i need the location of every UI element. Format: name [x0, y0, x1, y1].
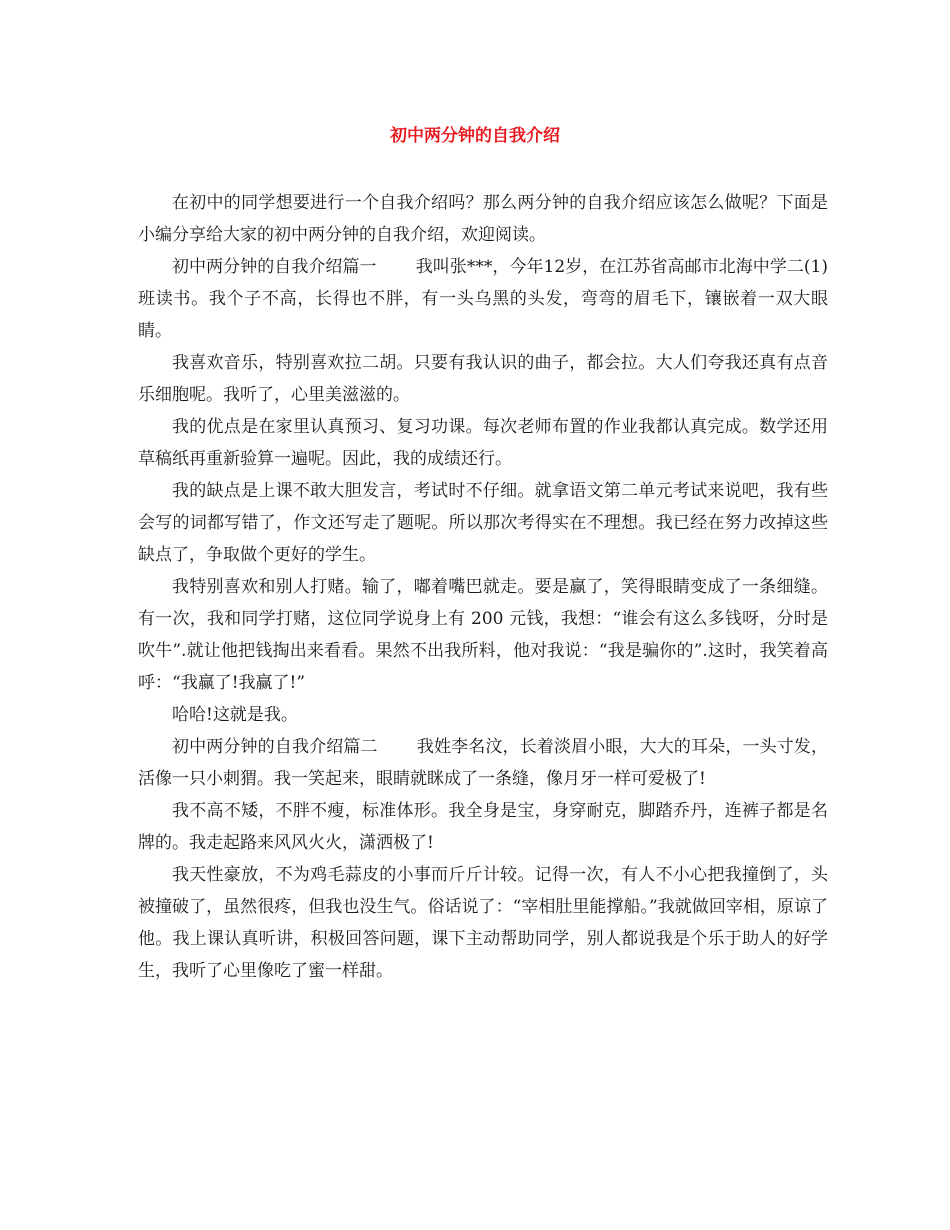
paragraph-strengths: 我的优点是在家里认真预习、复习功课。每次老师布置的作业我都认真完成。数学还用草稿纸再重新验算一遍呢。因此，我的成绩还行。 [138, 417, 828, 469]
paragraph-music: 我喜欢音乐，特别喜欢拉二胡。只要有我认识的曲子，都会拉。大人们夸我还真有点音乐细胞呢。我听了，心里美滋滋的。 [138, 353, 828, 405]
paragraph-intro: 在初中的同学想要进行一个自我介绍吗？那么两分钟的自我介绍应该怎么做呢？下面是小编分享给大家的初中两分钟的自我介绍，欢迎阅读。 [138, 193, 828, 245]
paragraph-self-name: 我叫张***，今年12岁，在江苏省高邮市北海中学二(1)班读书。我个子不高，长得也不胖，有一头乌黑的头发，弯弯的眉毛下，镶嵌着一双大眼睛。 [138, 257, 828, 341]
document-title: 初中两分钟的自我介绍 [390, 126, 560, 146]
paragraph-figure: 我不高不矮，不胖不瘦，标准体形。我全身是宝，身穿耐克，脚踏乔丹，连裤子都是名牌的。我走起路来风风火火，潇洒极了! [138, 801, 828, 853]
paragraph-appearance: 我姓李名汶，长着淡眉小眼，大大的耳朵，一头寸发，活像一只小刺猬。我一笑起来，眼睛就眯成了一条缝，像月牙一样可爱极了! [138, 737, 829, 789]
document-body [138, 187, 828, 987]
paragraph-part-two [138, 731, 828, 795]
paragraph-weaknesses: 我的缺点是上课不敢大胆发言，考试时不仔细。就拿语文第二单元考试来说吧，我有些会写的词都写错了，作文还写走了题呢。所以那次考得实在不理想。我已经在努力改掉这些缺点了，争取做个更好的学生。 [138, 481, 828, 565]
paragraph-part-one [138, 251, 828, 347]
paragraph-betting: 我特别喜欢和别人打赌。输了，嘟着嘴巴就走。要是赢了，笑得眼睛变成了一条细缝。有一次，我和同学打赌，这位同学说身上有 200 元钱，我想：“谁会有这么多钱呀，分时是吹牛”.就让他把钱掏出来看看。果然不出我所料，他对我说：“我是骗你的”.这时，我笑着高呼：“我赢了!我赢了!” [138, 577, 828, 693]
paragraph-personality: 我天性豪放，不为鸡毛蒜皮的小事而斤斤计较。记得一次，有人不小心把我撞倒了，头被撞破了，虽然很疼，但我也没生气。俗话说了：“宰相肚里能撑船。”我就做回宰相，原谅了他。我上课认真听讲，积极回答问题，课下主动帮助同学，别人都说我是个乐于助人的好学生，我听了心里像吃了蜜一样甜。 [138, 865, 828, 981]
paragraph-haha: 哈哈!这就是我。 [172, 705, 298, 725]
section-heading-one: 初中两分钟的自我介绍篇一 [172, 257, 377, 277]
section-heading-two: 初中两分钟的自我介绍篇二 [172, 737, 378, 757]
